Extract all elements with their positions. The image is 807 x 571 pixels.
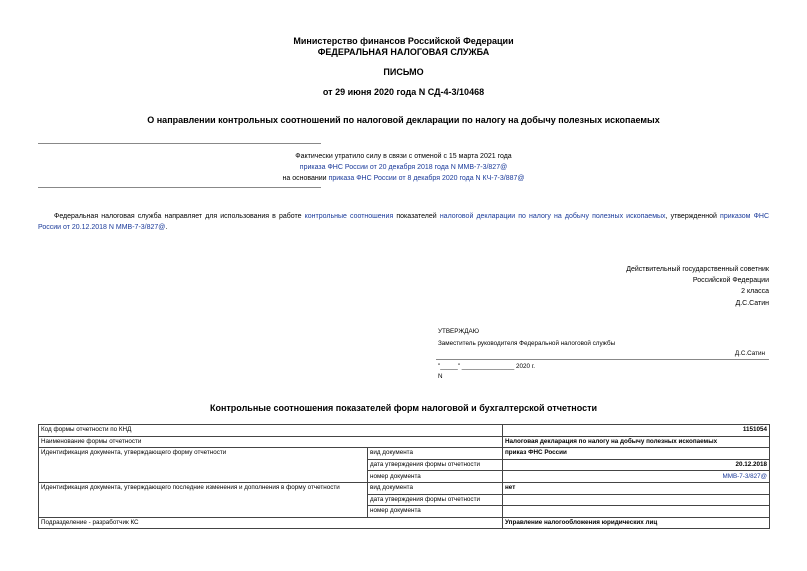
table-cell-value: Налоговая декларация по налогу на добычу полезных ископаемых [503, 436, 770, 448]
approval-divider [436, 359, 769, 360]
table-cell-label: Идентификация документа, утверждающего последние изменения и дополнения в форму отчетности [39, 482, 368, 517]
approval-title: УТВЕРЖДАЮ [438, 328, 480, 335]
ministry-name: Министерство финансов Российской Федерации [293, 36, 514, 46]
table-title: Контрольные соотношения показателей форм налоговой и бухгалтерской отчетности [209, 403, 598, 413]
note-divider-top [38, 143, 321, 144]
table-cell-value [503, 506, 770, 518]
table-cell-sublabel: вид документа [368, 448, 503, 460]
table-cell-label: Подразделение - разработчик КС [39, 517, 503, 529]
table-cell-label: Наименование формы отчетности [39, 436, 503, 448]
body-text-2: показателей [396, 213, 437, 220]
table-row [39, 425, 770, 437]
table-cell-value: Управление налогообложения юридических лиц [503, 517, 770, 529]
signature-line-3: 2 класса [741, 288, 769, 296]
note-line-1: Фактически утратило силу в связи с отменой с 15 марта 2021 года [295, 153, 512, 160]
table-row [39, 517, 770, 529]
signature-name: Д.С.Сатин [735, 299, 769, 307]
table-cell-value: нет [503, 482, 770, 494]
approval-date-line: "_____" _______________ 2020 г. [438, 363, 536, 370]
signature-line-1: Действительный государственный советник [626, 266, 769, 273]
table-cell-sublabel: дата утверждения формы отчетности [368, 459, 503, 471]
table-cell-label: Код формы отчетности по КНД [39, 425, 503, 437]
signature-block [626, 264, 769, 309]
body-paragraph [38, 211, 769, 233]
table-cell-sublabel: дата утверждения формы отчетности [368, 494, 503, 506]
document-date-number: от 29 июня 2020 года N СД-4-3/10468 [322, 87, 485, 97]
body-text-3: , утвержденной [665, 213, 717, 220]
table-link-order-number[interactable]: ММВ-7-3/827@ [503, 471, 770, 483]
table-cell-value: 20.12.2018 [503, 459, 770, 471]
table-cell-value [503, 494, 770, 506]
note-line-3-prefix: на основании [282, 175, 327, 182]
note-link-order-2020[interactable]: приказа ФНС России от 8 декабря 2020 года N КЧ-7-3/887@ [328, 175, 525, 182]
note-line-3 [0, 175, 807, 182]
table-cell-sublabel: номер документа [368, 506, 503, 518]
table-cell-value: 1151054 [503, 425, 770, 437]
note-link-order-2018[interactable]: приказа ФНС России от 20 декабря 2018 года N ММВ-7-3/827@ [299, 164, 508, 171]
body-text-4: . [165, 224, 168, 231]
link-tax-declaration[interactable]: налоговой декларации по налогу на добычу полезных ископаемых [439, 213, 666, 220]
document-subject: О направлении контрольных соотношений по налоговой декларации по налогу на добычу полезных ископаемых [147, 115, 660, 125]
approval-number: N [438, 373, 443, 380]
table-row [39, 436, 770, 448]
table-cell-sublabel: номер документа [368, 471, 503, 483]
table-row [39, 482, 770, 494]
document-type: ПИСЬМО [383, 67, 424, 77]
service-name: ФЕДЕРАЛЬНАЯ НАЛОГОВАЯ СЛУЖБА [317, 47, 490, 57]
note-divider-bottom [38, 187, 321, 188]
body-text-1: Федеральная налоговая служба направляет для использования в работе [54, 213, 302, 220]
approval-position: Заместитель руководителя Федеральной налоговой службы [438, 340, 616, 347]
link-control-ratios[interactable]: контрольные соотношения [304, 213, 394, 220]
signature-line-2: Российской Федерации [692, 277, 769, 285]
approval-name: Д.С.Сатин [734, 350, 765, 357]
table-cell-sublabel: вид документа [368, 482, 503, 494]
table-cell-value: приказ ФНС России [503, 448, 770, 460]
table-cell-label: Идентификация документа, утверждающего форму отчетности [39, 448, 368, 483]
table-row [39, 448, 770, 460]
control-ratios-table [38, 424, 770, 529]
link-order[interactable]: приказом ФНС России от 20.12.2018 N ММВ-7-3/827@ [38, 213, 770, 231]
